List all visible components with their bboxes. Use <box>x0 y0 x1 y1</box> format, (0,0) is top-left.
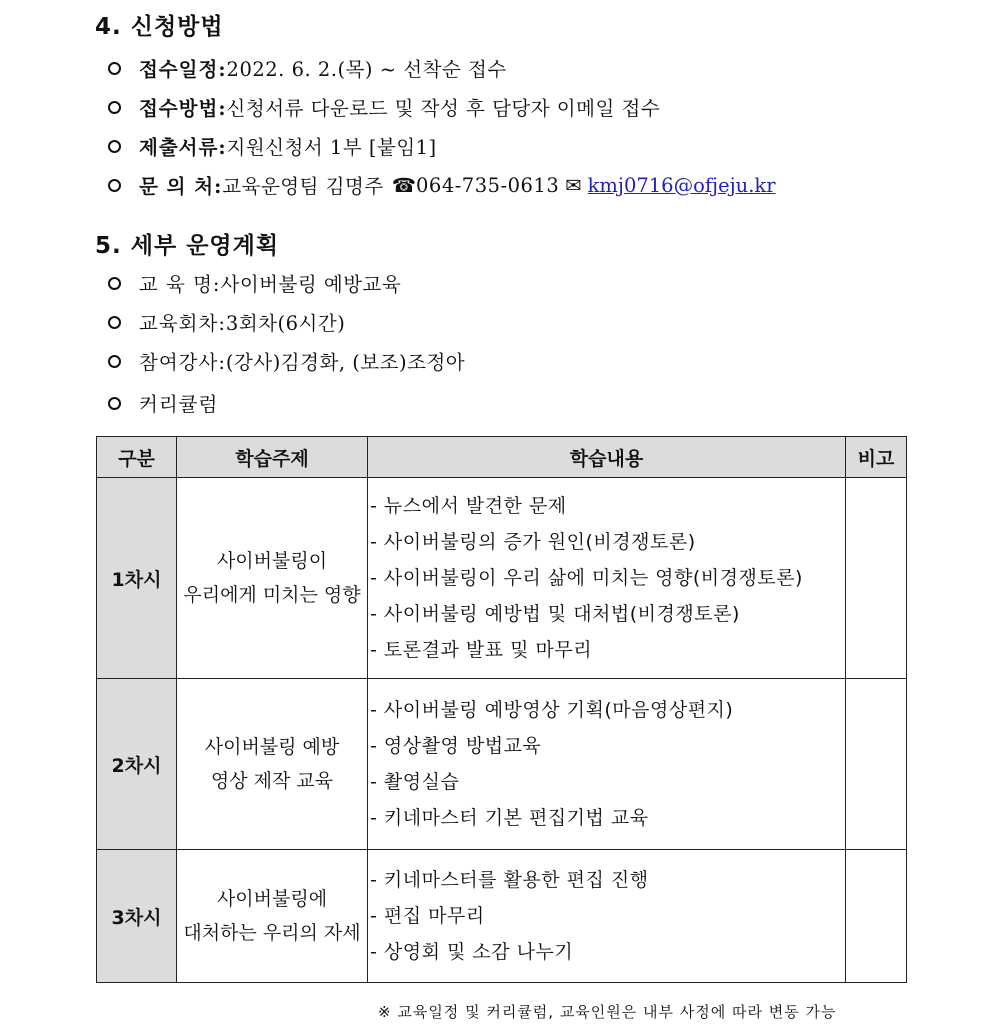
note-cell <box>846 679 907 850</box>
circle-bullet-icon <box>108 316 121 329</box>
circle-bullet-icon <box>108 140 121 153</box>
item-instructors <box>108 347 465 375</box>
content-line: - 사이버불링 예방법 및 대처법(비경쟁토론) <box>370 603 740 625</box>
content-line: - 토론결과 발표 및 마무리 <box>370 639 593 661</box>
item-value: 지원신청서 1부 [붙임1] <box>226 136 437 159</box>
content-line: - 영상촬영 방법교육 <box>370 735 542 757</box>
item-value: (강사)김경화, (보조)조정아 <box>225 351 466 374</box>
table-row <box>97 478 907 679</box>
item-education-sessions <box>108 308 345 336</box>
content-line: - 키네마스터 기본 편집기법 교육 <box>370 807 649 829</box>
item-application-schedule <box>108 54 507 82</box>
section-4-title: 4. 신청방법 <box>95 14 224 40</box>
item-label: 교육회차: <box>139 312 226 335</box>
content-line: - 사이버불링의 증가 원인(비경쟁토론) <box>370 531 696 553</box>
topic-line: 사이버불링이 <box>216 550 328 572</box>
topic-line: 영상 제작 교육 <box>210 770 334 792</box>
content-line: - 뉴스에서 발견한 문제 <box>370 495 567 517</box>
circle-bullet-icon <box>108 179 121 192</box>
item-required-documents <box>108 132 437 160</box>
topic-cell <box>177 679 368 850</box>
item-label: 참여강사: <box>139 351 226 374</box>
topic-line: 대처하는 우리의 자세 <box>183 922 361 944</box>
item-label: 문 의 처: <box>139 175 223 198</box>
table-row <box>97 679 907 850</box>
table-header-row <box>97 437 907 478</box>
item-education-name <box>108 269 401 297</box>
note-cell <box>846 850 907 983</box>
curriculum-table <box>96 436 907 983</box>
item-application-method <box>108 93 660 121</box>
header-content: 학습내용 <box>368 437 846 478</box>
content-line: - 사이버불링이 우리 삶에 미치는 영향(비경쟁토론) <box>370 567 803 589</box>
session-cell: 1차시 <box>97 478 177 679</box>
content-cell <box>368 679 846 850</box>
item-curriculum <box>108 389 218 417</box>
item-label: 커리큘럼 <box>139 393 219 416</box>
circle-bullet-icon <box>108 277 121 290</box>
section-5-title: 5. 세부 운영계획 <box>95 233 280 259</box>
table-row <box>97 850 907 983</box>
item-value: 2022. 6. 2.(목) ~ 선착순 접수 <box>226 58 507 81</box>
contact-email-link[interactable]: kmj0716@ofjeju.kr <box>587 173 776 197</box>
circle-bullet-icon <box>108 62 121 75</box>
content-cell <box>368 478 846 679</box>
header-session: 구분 <box>97 437 177 478</box>
topic-cell <box>177 478 368 679</box>
item-value: 신청서류 다운로드 및 작성 후 담당자 이메일 접수 <box>226 97 661 120</box>
item-label: 교 육 명: <box>139 273 221 296</box>
topic-line: 사이버불링 예방 <box>204 736 340 758</box>
circle-bullet-icon <box>108 355 121 368</box>
item-value: 3회차(6시간) <box>225 312 346 335</box>
content-cell <box>368 850 846 983</box>
content-line: - 촬영실습 <box>370 771 460 793</box>
footnote: ※ 교육일정 및 커리큘럼, 교육인원은 내부 사정에 따라 변동 가능 <box>378 1003 837 1021</box>
item-value: 교육운영팀 김명주 <box>222 175 384 198</box>
topic-cell <box>177 850 368 983</box>
phone-icon: ☎ <box>391 173 416 197</box>
mail-icon: ✉ <box>565 173 582 197</box>
header-note: 비고 <box>846 437 907 478</box>
content-line: - 사이버불링 예방영상 기획(마음영상편지) <box>370 699 734 721</box>
content-line: - 키네마스터를 활용한 편집 진행 <box>370 869 649 891</box>
session-cell: 2차시 <box>97 679 177 850</box>
contact-phone: 064-735-0613 <box>416 173 560 197</box>
note-cell <box>846 478 907 679</box>
session-cell: 3차시 <box>97 850 177 983</box>
item-label: 제출서류: <box>139 136 227 159</box>
circle-bullet-icon <box>108 101 121 114</box>
content-line: - 편집 마무리 <box>370 905 485 927</box>
header-topic: 학습주제 <box>177 437 368 478</box>
content-line: - 상영회 및 소감 나누기 <box>370 941 574 963</box>
item-value: 사이버불링 예방교육 <box>220 273 402 296</box>
topic-line: 우리에게 미치는 영향 <box>183 584 361 606</box>
item-label: 접수방법: <box>139 97 227 120</box>
item-label: 접수일정: <box>139 58 227 81</box>
item-contact <box>108 171 776 199</box>
circle-bullet-icon <box>108 397 121 410</box>
topic-line: 사이버불링에 <box>216 888 328 910</box>
